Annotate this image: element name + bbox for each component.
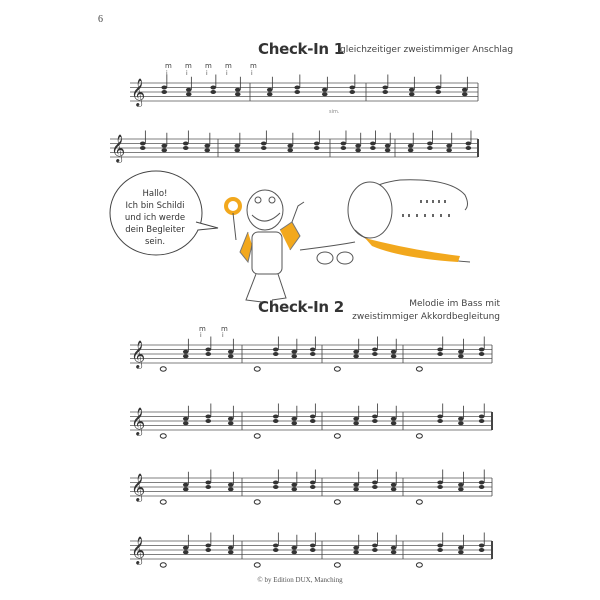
note-head	[210, 86, 216, 90]
note-head	[183, 146, 189, 150]
note-head	[205, 419, 211, 423]
note-head	[261, 142, 267, 146]
note-head	[267, 88, 273, 92]
bass-half-note	[254, 500, 260, 504]
note-head	[210, 90, 216, 94]
fingering-m: m	[165, 62, 172, 70]
note-head	[391, 487, 397, 491]
note-head	[234, 148, 240, 152]
note-head	[391, 417, 397, 421]
note-head	[291, 546, 297, 550]
note-head	[372, 485, 378, 489]
treble-clef-icon: 𝄞	[111, 134, 126, 162]
note-head	[372, 544, 378, 548]
treble-clef-icon: 𝄞	[131, 407, 146, 435]
note-head	[310, 415, 316, 419]
note-head	[186, 92, 192, 96]
note-head	[437, 544, 443, 548]
speech-line: Ich bin Schildi	[125, 201, 185, 211]
note-head	[437, 415, 443, 419]
note-head	[437, 348, 443, 352]
note-head	[205, 548, 211, 552]
speech-line: dein Begleiter	[125, 225, 185, 235]
note-head	[353, 421, 359, 425]
note-head	[437, 485, 443, 489]
note-head	[291, 354, 297, 358]
note-head	[355, 144, 361, 148]
note-head	[273, 544, 279, 548]
treble-clef-icon: 𝄞	[131, 473, 146, 501]
speech-line: Hallo!	[142, 189, 168, 199]
note-head	[408, 144, 414, 148]
note-head	[291, 417, 297, 421]
note-head	[427, 142, 433, 146]
note-head	[273, 352, 279, 356]
note-head	[310, 544, 316, 548]
bass-half-note	[416, 500, 422, 504]
note-head	[372, 415, 378, 419]
note-head	[267, 92, 273, 96]
note-head	[235, 92, 241, 96]
note-head	[370, 142, 376, 146]
note-head	[204, 144, 210, 148]
note-head	[205, 352, 211, 356]
note-head	[183, 483, 189, 487]
note-head	[204, 148, 210, 152]
copyright-footer: © by Edition DUX, Manching	[257, 576, 343, 584]
note-head	[291, 483, 297, 487]
note-head	[235, 88, 241, 92]
fingering-i: i	[226, 70, 228, 77]
note-head	[205, 544, 211, 548]
bass-half-note	[254, 367, 260, 371]
bass-half-note	[160, 367, 166, 371]
fingering-i: i	[206, 70, 208, 77]
note-head	[349, 90, 355, 94]
bass-half-note	[334, 367, 340, 371]
note-head	[435, 86, 441, 90]
note-head	[479, 352, 485, 356]
subtitle-line: zweistimmiger Akkordbegleitung	[352, 312, 500, 322]
note-head	[291, 421, 297, 425]
note-head	[437, 548, 443, 552]
note-head	[310, 348, 316, 352]
note-head	[479, 415, 485, 419]
note-head	[161, 144, 167, 148]
note-head	[183, 417, 189, 421]
note-head	[458, 546, 464, 550]
note-head	[385, 148, 391, 152]
speech-line: sein.	[144, 237, 166, 247]
page-number: 6	[98, 14, 103, 25]
note-head	[479, 485, 485, 489]
note-head	[314, 142, 320, 146]
note-head	[479, 481, 485, 485]
note-head	[186, 88, 192, 92]
note-head	[353, 550, 359, 554]
note-head	[228, 417, 234, 421]
note-head	[437, 352, 443, 356]
note-head	[391, 550, 397, 554]
note-head	[372, 419, 378, 423]
note-head	[466, 142, 472, 146]
note-head	[228, 350, 234, 354]
note-head	[370, 146, 376, 150]
fingering-i: i	[222, 332, 224, 339]
note-head	[161, 86, 167, 90]
note-head	[273, 348, 279, 352]
note-head	[183, 550, 189, 554]
note-head	[458, 550, 464, 554]
note-head	[462, 92, 468, 96]
note-head	[458, 350, 464, 354]
note-head	[228, 550, 234, 554]
note-head	[353, 487, 359, 491]
note-head	[322, 92, 328, 96]
subtitle-line: Melodie im Bass mit	[409, 299, 500, 309]
note-head	[310, 485, 316, 489]
note-head	[287, 144, 293, 148]
note-head	[205, 481, 211, 485]
note-head	[261, 146, 267, 150]
note-head	[310, 352, 316, 356]
note-head	[437, 481, 443, 485]
note-head	[479, 548, 485, 552]
note-head	[183, 487, 189, 491]
note-head	[291, 350, 297, 354]
note-head	[205, 348, 211, 352]
bass-half-note	[254, 434, 260, 438]
note-head	[409, 92, 415, 96]
note-head	[140, 146, 146, 150]
fingering-m: m	[205, 62, 212, 70]
bass-half-note	[160, 500, 166, 504]
fingering-i: i	[186, 70, 188, 77]
note-head	[391, 546, 397, 550]
note-head	[446, 148, 452, 152]
note-head	[314, 146, 320, 150]
section2-title: Check-In 2	[258, 298, 344, 316]
note-head	[140, 142, 146, 146]
note-head	[349, 86, 355, 90]
bass-half-note	[160, 434, 166, 438]
note-head	[391, 483, 397, 487]
bass-half-note	[416, 434, 422, 438]
sheet-music	[110, 75, 492, 568]
note-head	[479, 419, 485, 423]
note-head	[273, 419, 279, 423]
fingering-m: m	[225, 62, 232, 70]
note-head	[273, 548, 279, 552]
fingering-m: m	[199, 325, 206, 333]
note-head	[355, 148, 361, 152]
note-head	[458, 421, 464, 425]
note-head	[458, 417, 464, 421]
airplane-illustration	[300, 180, 470, 264]
note-head	[353, 354, 359, 358]
fingering-i: i	[251, 70, 253, 77]
note-head	[458, 483, 464, 487]
note-head	[385, 144, 391, 148]
note-head	[353, 546, 359, 550]
bass-half-note	[416, 367, 422, 371]
note-head	[446, 144, 452, 148]
note-head	[391, 354, 397, 358]
note-head	[322, 88, 328, 92]
note-head	[310, 481, 316, 485]
note-head	[228, 483, 234, 487]
note-head	[435, 90, 441, 94]
note-head	[273, 481, 279, 485]
note-head	[228, 354, 234, 358]
fingering-m: m	[221, 325, 228, 333]
sim-label: sim.	[329, 109, 340, 115]
note-head	[205, 415, 211, 419]
note-head	[228, 546, 234, 550]
note-head	[205, 485, 211, 489]
note-head	[372, 352, 378, 356]
treble-clef-icon: 𝄞	[131, 536, 146, 564]
note-head	[408, 148, 414, 152]
note-head	[372, 348, 378, 352]
bass-half-note	[416, 563, 422, 567]
speech-line: und ich werde	[124, 213, 186, 223]
note-head	[479, 348, 485, 352]
note-head	[310, 419, 316, 423]
note-head	[479, 544, 485, 548]
fingering-i: i	[166, 70, 168, 77]
note-head	[287, 148, 293, 152]
speech-bubble-text	[112, 180, 198, 258]
section1-subtitle: gleichzeitiger zweistimmiger Anschlag	[340, 45, 514, 55]
note-head	[161, 148, 167, 152]
bass-half-note	[334, 500, 340, 504]
frog-mascot-illustration	[226, 190, 304, 302]
fingering-m: m	[250, 62, 257, 70]
note-head	[294, 90, 300, 94]
note-head	[310, 548, 316, 552]
note-head	[183, 421, 189, 425]
note-head	[427, 146, 433, 150]
bass-half-note	[160, 563, 166, 567]
note-head	[161, 90, 167, 94]
bass-half-note	[334, 563, 340, 567]
note-head	[183, 354, 189, 358]
note-head	[273, 415, 279, 419]
note-head	[382, 86, 388, 90]
note-head	[353, 417, 359, 421]
note-head	[462, 88, 468, 92]
note-head	[183, 546, 189, 550]
note-head	[458, 487, 464, 491]
note-head	[466, 146, 472, 150]
note-head	[228, 487, 234, 491]
note-head	[391, 350, 397, 354]
note-head	[341, 146, 347, 150]
note-head	[273, 485, 279, 489]
note-head	[341, 142, 347, 146]
note-head	[228, 421, 234, 425]
note-head	[372, 481, 378, 485]
note-head	[437, 419, 443, 423]
note-head	[234, 144, 240, 148]
note-head	[183, 350, 189, 354]
treble-clef-icon: 𝄞	[131, 78, 146, 106]
note-head	[183, 142, 189, 146]
note-head	[391, 421, 397, 425]
fingering-m: m	[185, 62, 192, 70]
note-head	[409, 88, 415, 92]
bass-half-note	[334, 434, 340, 438]
treble-clef-icon: 𝄞	[131, 340, 146, 368]
note-head	[353, 350, 359, 354]
fingering-i: i	[200, 332, 202, 339]
note-head	[372, 548, 378, 552]
note-head	[353, 483, 359, 487]
note-head	[291, 550, 297, 554]
note-head	[458, 354, 464, 358]
section1-title: Check-In 1	[258, 40, 344, 58]
note-head	[382, 90, 388, 94]
note-head	[291, 487, 297, 491]
bass-half-note	[254, 563, 260, 567]
note-head	[294, 86, 300, 90]
